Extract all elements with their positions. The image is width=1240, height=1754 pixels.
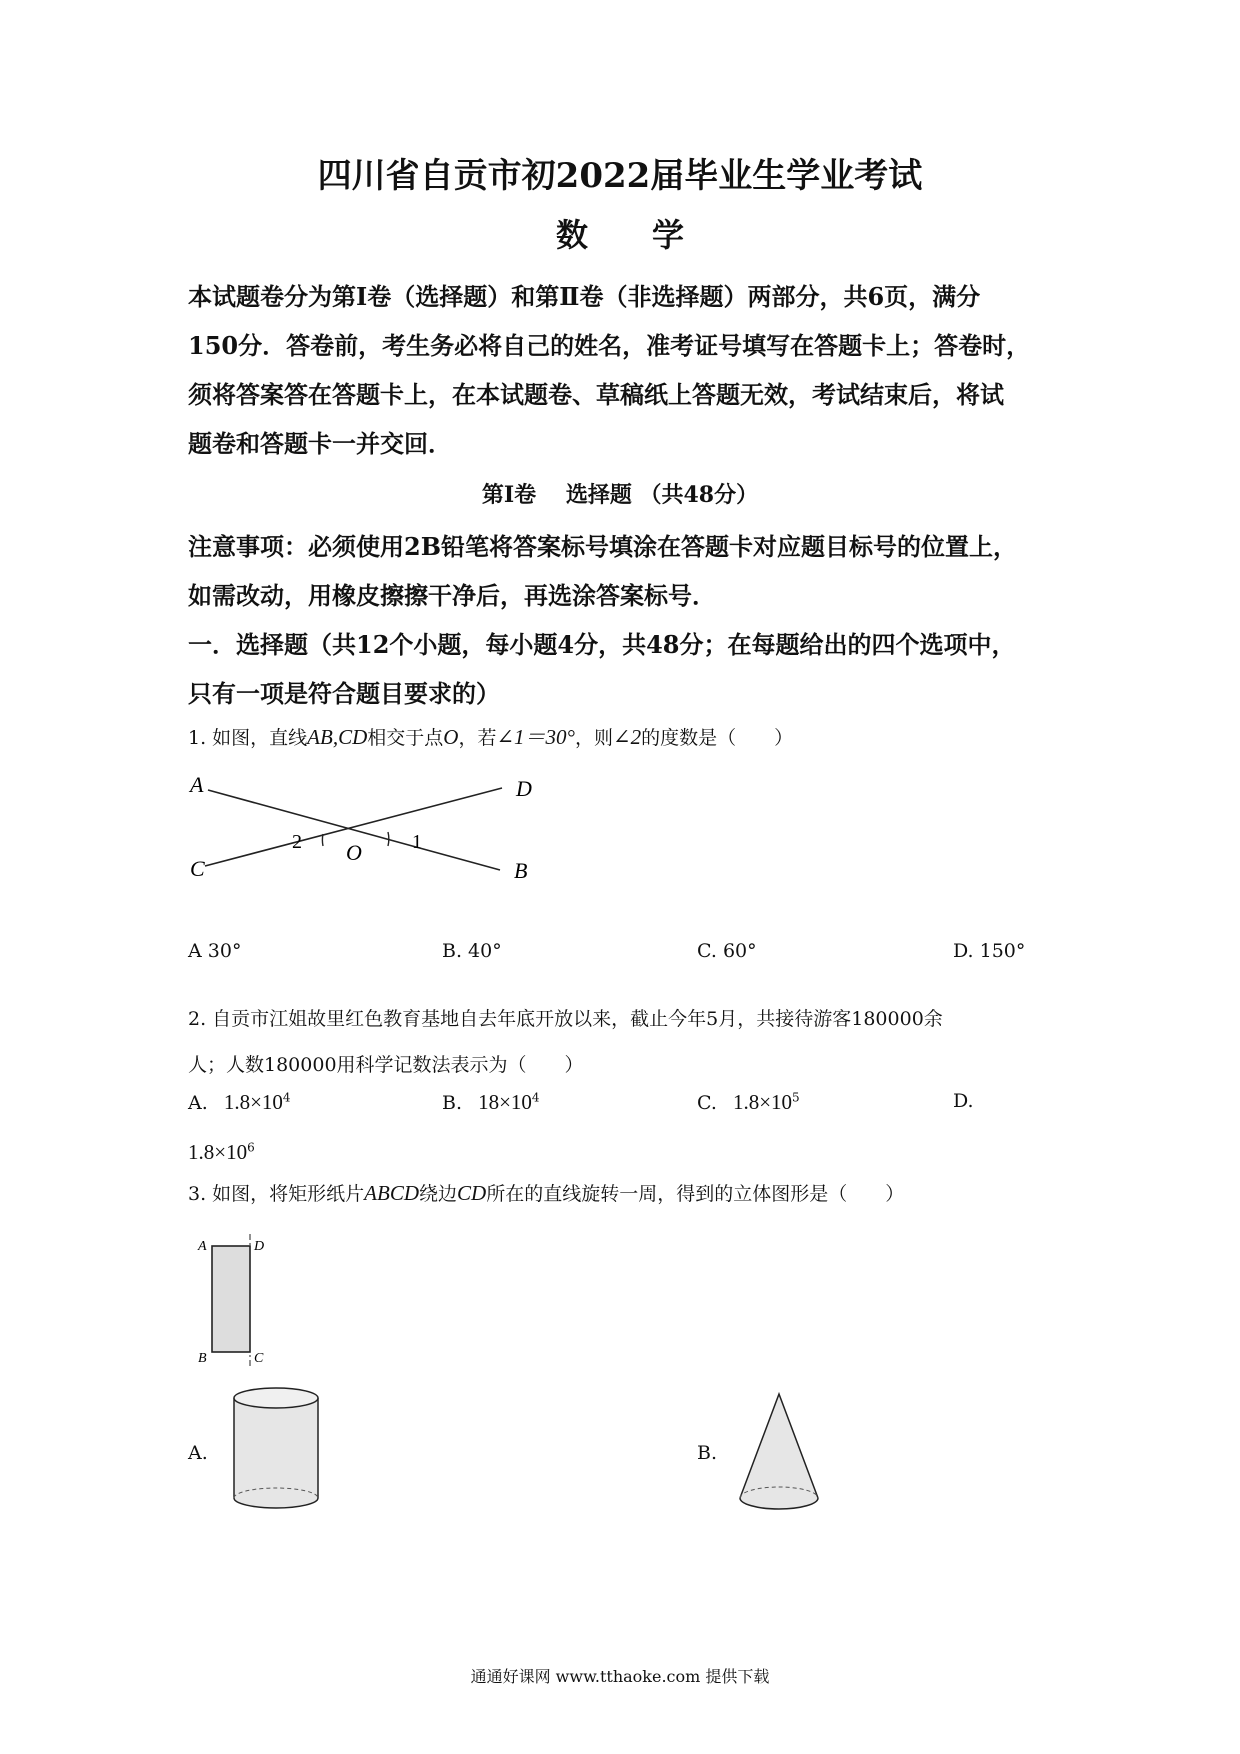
option-value: 1.8×10 <box>188 1140 248 1164</box>
q2-option-d-value <box>188 1140 255 1165</box>
q2-line: 人；人数180000用科学记数法表示为（ ） <box>188 1054 584 1076</box>
question-1 <box>188 722 1058 753</box>
q1-math: AB,CD <box>307 725 368 749</box>
exam-title: 四川省自贡市初2022届毕业生学业考试 <box>317 156 923 196</box>
angle-2-label: 2 <box>292 831 302 853</box>
q1-text: 1. 如图，直线 <box>188 727 308 749</box>
q3-math: CD <box>457 1181 487 1205</box>
q3-rectangle-figure <box>190 1220 280 1370</box>
q3-text: 绕边 <box>419 1183 458 1205</box>
cone-icon[interactable] <box>734 1390 824 1520</box>
q1-text: ，若 <box>458 727 497 749</box>
q1-math: ∠2 <box>612 725 642 749</box>
q2-option-c[interactable] <box>697 1090 800 1115</box>
q2-line: 2. 自贡市江姐故里红色教育基地自去年底开放以来，截止今年5月，共接待游客180000余 <box>188 1008 943 1030</box>
q3-math: ABCD <box>364 1181 419 1205</box>
rectangle-abcd <box>212 1246 250 1352</box>
label-a: A <box>198 1239 207 1254</box>
option-label: D. <box>953 1090 974 1112</box>
q3-option-a-label[interactable]: A. <box>188 1442 208 1464</box>
q1-option-b[interactable]: B. 40° <box>442 940 502 962</box>
q1-math: ∠1＝30° <box>496 725 575 749</box>
cylinder-icon[interactable] <box>226 1380 326 1520</box>
option-exponent: 5 <box>792 1090 800 1105</box>
notice-line: 注意事项：必须使用2B铅笔将答案标号填涂在答题卡对应题目标号的位置上， <box>188 532 1017 561</box>
notice-paragraph <box>188 522 1058 718</box>
option-exponent: 6 <box>247 1140 255 1155</box>
q3-text: 3. 如图，将矩形纸片 <box>188 1183 365 1205</box>
label-b: B <box>514 858 528 883</box>
option-label: B. <box>442 1092 463 1114</box>
option-exponent: 4 <box>282 1090 291 1105</box>
q1-option-a[interactable]: A 30° <box>188 940 242 962</box>
option-label: A. <box>188 1092 208 1114</box>
q1-option-c[interactable]: C. 60° <box>697 940 757 962</box>
q2-option-b[interactable] <box>442 1090 540 1115</box>
label-c: C <box>254 1351 264 1366</box>
label-o: O <box>346 840 362 865</box>
intro-line: 题卷和答题卡一并交回． <box>188 429 452 458</box>
label-c: C <box>190 856 205 881</box>
section-heading: 只有一项是符合题目要求的） <box>188 679 500 708</box>
q1-text: 的度数是（ ） <box>641 727 794 749</box>
intro-line: 150分．答卷前，考生务必将自己的姓名，准考证号填写在答题卡上；答卷时， <box>188 331 1031 360</box>
q1-text: ，则 <box>574 727 613 749</box>
question-2 <box>188 996 1058 1088</box>
intro-line: 本试题卷分为第Ⅰ卷（选择题）和第Ⅱ卷（非选择题）两部分，共6页，满分 <box>188 282 981 311</box>
intro-paragraph <box>188 272 1058 468</box>
q3-option-b-label[interactable]: B. <box>697 1442 718 1464</box>
q1-text: 相交于点 <box>367 727 444 749</box>
q1-math: O <box>443 725 459 749</box>
part1-heading: 第Ⅰ卷 选择题 （共48分） <box>481 482 759 508</box>
option-value: 18×10 <box>478 1090 532 1114</box>
label-b: B <box>198 1351 207 1366</box>
angle-1-label: 1 <box>412 831 422 853</box>
label-d: D <box>516 776 532 801</box>
option-exponent: 4 <box>531 1090 540 1105</box>
q3-text: 所在的直线旋转一周，得到的立体图形是（ ） <box>486 1183 905 1205</box>
notice-line: 如需改动，用橡皮擦擦干净后，再选涂答案标号． <box>188 581 716 610</box>
q2-option-a[interactable] <box>188 1090 291 1115</box>
q1-option-d[interactable]: D. 150° <box>953 940 1026 962</box>
angle-2-arc <box>322 834 323 846</box>
q1-figure <box>180 760 550 890</box>
option-value: 1.8×10 <box>732 1090 793 1114</box>
label-d: D <box>254 1239 265 1254</box>
footer-credit: 通通好课网 www.tthaoke.com 提供下载 <box>470 1667 770 1686</box>
subject-title: 数 学 <box>555 216 684 254</box>
question-3 <box>188 1178 1058 1209</box>
option-label: C. <box>697 1092 717 1114</box>
intro-line: 须将答案答在答题卡上，在本试题卷、草稿纸上答题无效，考试结束后，将试 <box>188 380 1004 409</box>
q2-option-d[interactable] <box>953 1090 974 1112</box>
label-a: A <box>190 772 204 797</box>
section-heading: 一．选择题（共12个小题，每小题4分，共48分；在每题给出的四个选项中， <box>188 630 1016 659</box>
option-value: 1.8×10 <box>223 1090 283 1114</box>
